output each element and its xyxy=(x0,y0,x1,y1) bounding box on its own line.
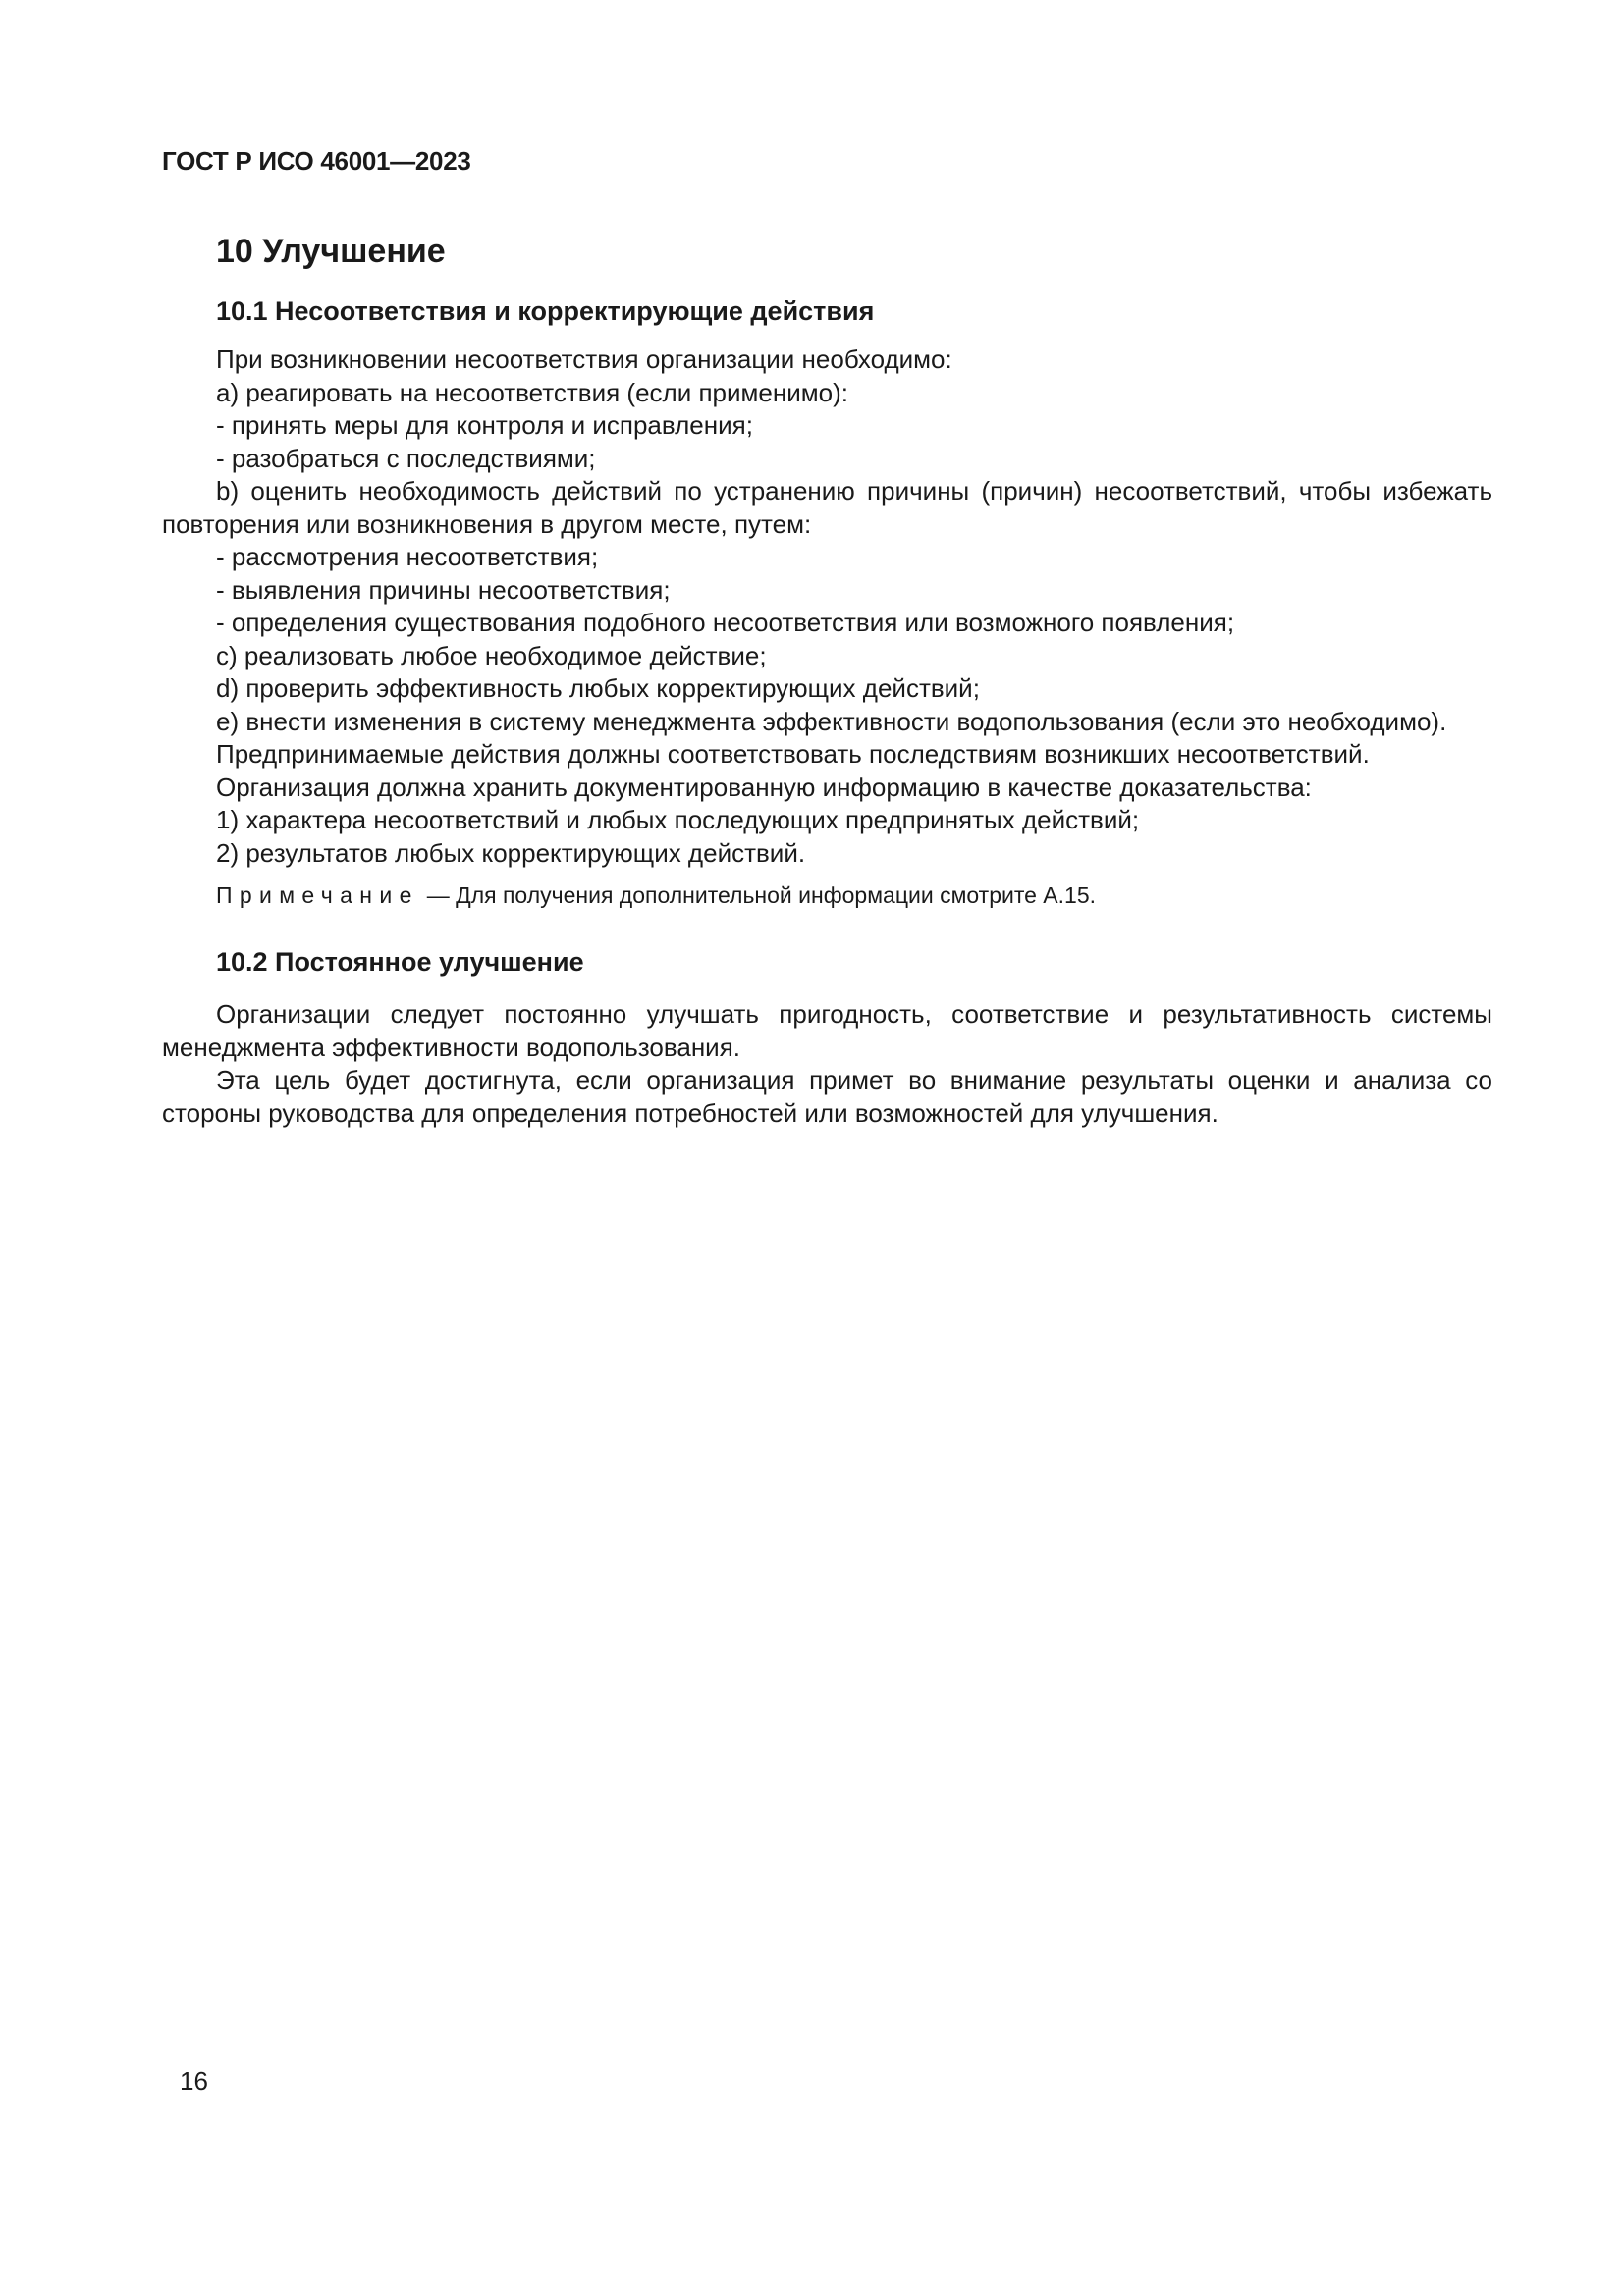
section-10-1-heading: 10.1 Несоответствия и корректирующие действия xyxy=(216,296,875,326)
list-item-a: a) реагировать на несоответствия (если применимо): xyxy=(216,377,848,407)
page-content xyxy=(162,0,1492,1130)
list-item-dash: - рассмотрения несоответствия; xyxy=(216,542,599,571)
list-item-dash: - разобраться с последствиями; xyxy=(216,443,596,473)
list-item-1: 1) характера несоответствий и любых последующих предпринятых действий; xyxy=(216,805,1140,834)
list-item-dash: - определения существования подобного несоответствия или возможного появления; xyxy=(216,608,1235,637)
note-text: — Для получения дополнительной информации смотрите А.15. xyxy=(426,882,1097,908)
paragraph: Организация должна хранить документированную информацию в качестве доказательства: xyxy=(216,772,1312,802)
paragraph: Организации следует постоянно улучшать пригодность, соответствие и результативность системы менеджмента эффективности водопользования. xyxy=(162,999,1492,1062)
list-item-c: c) реализовать любое необходимое действие; xyxy=(216,640,767,670)
list-item-dash: - принять меры для контроля и исправления; xyxy=(216,410,753,440)
list-item-d: d) проверить эффективность любых корректирующих действий; xyxy=(216,673,980,703)
list-item-e: e) внести изменения в систему менеджмента эффективности водопользования (если это необходимо). xyxy=(216,706,1447,736)
paragraph: Эта цель будет достигнута, если организация примет во внимание результаты оценки и анализа со стороны руководства для определения потребностей или возможностей для улучшения. xyxy=(162,1065,1492,1128)
section-10-2-heading: 10.2 Постоянное улучшение xyxy=(216,947,584,977)
list-item-b: b) оценить необходимость действий по устранению причины (причин) несоответствий, чтобы избежать повторения или возникновения в другом месте, путем: xyxy=(162,476,1492,539)
note-label: Примечание xyxy=(216,882,419,908)
paragraph-intro: При возникновении несоответствия организации необходимо: xyxy=(216,345,952,374)
chapter-heading: 10 Улучшение xyxy=(216,233,446,270)
standard-code-header: ГОСТ Р ИСО 46001—2023 xyxy=(162,146,471,176)
note xyxy=(162,881,1492,910)
paragraph: Предпринимаемые действия должны соответствовать последствиям возникших несоответствий. xyxy=(216,739,1370,769)
list-item-2: 2) результатов любых корректирующих действий. xyxy=(216,837,806,868)
page-number: 16 xyxy=(180,2066,208,2096)
list-item-dash: - выявления причины несоответствия; xyxy=(216,574,671,605)
